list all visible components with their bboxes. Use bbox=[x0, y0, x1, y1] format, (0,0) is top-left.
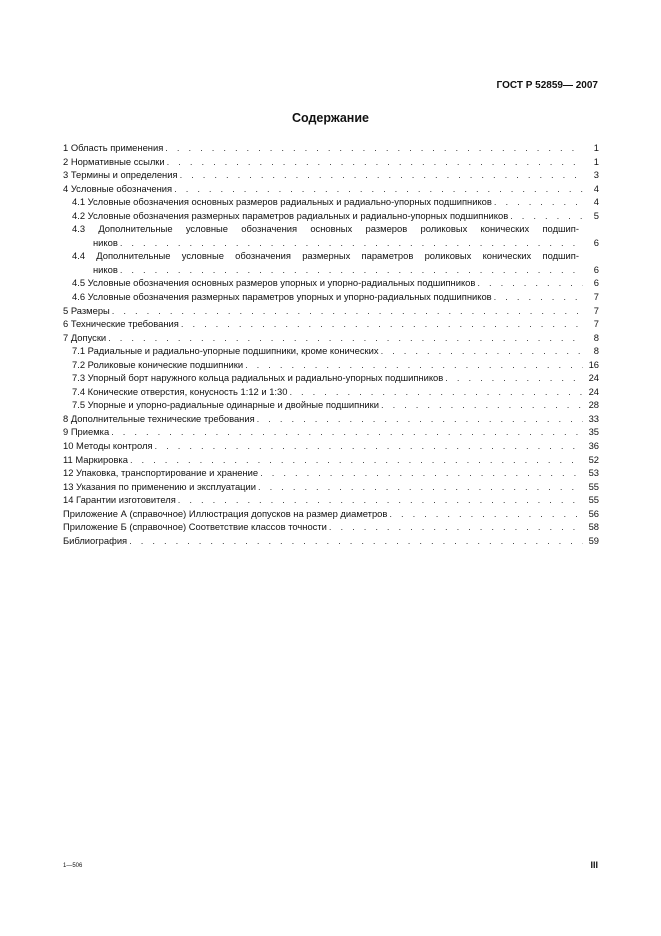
leader-dots bbox=[381, 344, 583, 358]
toc-entry-title: 4.1 Условные обозначения основных размеров радиальных и радиально-упорных подшипников bbox=[72, 196, 492, 208]
toc-entry-title: 3 Термины и определения bbox=[63, 169, 178, 181]
leader-dots bbox=[155, 439, 583, 453]
leader-dots bbox=[167, 155, 583, 169]
toc-entry-title: 1 Область применения bbox=[63, 142, 164, 153]
toc-entry-title: Библиография bbox=[63, 534, 128, 546]
toc-subentry[interactable] bbox=[63, 344, 599, 358]
toc-entry[interactable] bbox=[63, 317, 599, 331]
toc-entry-page: 55 bbox=[588, 494, 599, 506]
leader-dots bbox=[245, 358, 583, 372]
toc-entry-page: 7 bbox=[593, 291, 599, 303]
leader-dots bbox=[329, 520, 583, 534]
leader-dots bbox=[120, 263, 583, 277]
toc-entry-title: 13 Указания по применению и эксплуатации bbox=[63, 480, 257, 492]
page-number: III bbox=[590, 860, 598, 870]
toc-entry-page: 1 bbox=[593, 155, 599, 167]
toc-entry-title: 4.4 Дополнительные условные обозначения размерных параметров роликовых конических подшип- bbox=[72, 250, 579, 262]
toc-subentry[interactable] bbox=[63, 358, 599, 372]
toc-entry-page: 7 bbox=[593, 318, 599, 330]
toc-subentry[interactable] bbox=[63, 195, 599, 209]
toc-entry-title: 7.1 Радиальные и радиально-упорные подшипники, кроме конических bbox=[72, 345, 379, 357]
toc-entry[interactable] bbox=[63, 168, 599, 182]
toc-entry-page: 53 bbox=[588, 467, 599, 479]
toc-entry[interactable] bbox=[63, 141, 599, 155]
toc-entry[interactable] bbox=[63, 439, 599, 453]
leader-dots bbox=[477, 276, 583, 290]
leader-dots bbox=[381, 398, 583, 412]
toc-subentry[interactable] bbox=[63, 385, 599, 399]
toc-subentry[interactable] bbox=[63, 371, 599, 385]
toc-entry-page: 24 bbox=[588, 372, 599, 384]
leader-dots bbox=[174, 182, 583, 196]
toc-entry-page: 6 bbox=[593, 263, 599, 275]
toc-entry[interactable] bbox=[63, 453, 599, 467]
leader-dots bbox=[260, 466, 583, 480]
toc-entry-title: 7.3 Упорный борт наружного кольца радиальных и радиально-упорных подшипников bbox=[72, 372, 444, 384]
toc-entry[interactable] bbox=[63, 507, 599, 521]
toc-subentry[interactable] bbox=[63, 209, 599, 223]
toc-entry-page: 1 bbox=[593, 142, 599, 153]
page-title: Содержание bbox=[291, 111, 369, 125]
toc-entry-page: 24 bbox=[588, 385, 599, 397]
toc-entry-page: 35 bbox=[588, 426, 599, 438]
leader-dots bbox=[181, 317, 583, 331]
leader-dots bbox=[111, 425, 583, 439]
toc-entry-page: 8 bbox=[593, 331, 599, 343]
leader-dots bbox=[389, 507, 583, 521]
toc-entry-title: 6 Технические требования bbox=[63, 318, 179, 330]
toc-entry[interactable] bbox=[63, 155, 599, 169]
leader-dots bbox=[108, 331, 583, 345]
leader-dots bbox=[257, 412, 583, 426]
toc-entry-page: 6 bbox=[593, 277, 599, 289]
table-of-contents bbox=[63, 141, 599, 547]
toc-subentry[interactable] bbox=[63, 398, 599, 412]
toc-entry-title: 5 Размеры bbox=[63, 304, 110, 316]
toc-entry-page: 52 bbox=[588, 453, 599, 465]
toc-entry-page: 7 bbox=[593, 304, 599, 316]
leader-dots bbox=[289, 385, 583, 399]
toc-entry-title: 7.5 Упорные и упорно-радиальные одинарные и двойные подшипники bbox=[72, 399, 379, 411]
leader-dots bbox=[494, 290, 583, 304]
toc-entry-title: 14 Гарантии изготовителя bbox=[63, 494, 176, 506]
toc-entry-title: Приложение А (справочное) Иллюстрация допусков на размер диаметров bbox=[63, 507, 388, 519]
toc-entry-title: 4.3 Дополнительные условные обозначения основных размеров роликовых конических подшип- bbox=[72, 223, 579, 235]
toc-entry-page: 36 bbox=[588, 440, 599, 452]
toc-entry-title: 4.2 Условные обозначения размерных параметров радиальных и радиально-упорных подшипников bbox=[72, 209, 509, 221]
leader-dots bbox=[129, 534, 583, 548]
leader-dots bbox=[178, 493, 583, 507]
toc-entry-page: 28 bbox=[588, 399, 599, 411]
toc-entry-page: 8 bbox=[593, 345, 599, 357]
toc-entry-page: 33 bbox=[588, 412, 599, 424]
toc-entry-page: 58 bbox=[588, 521, 599, 533]
toc-subentry[interactable] bbox=[63, 249, 599, 276]
toc-entry-title: 2 Нормативные ссылки bbox=[63, 155, 165, 167]
standard-number: ГОСТ Р 52859— 2007 bbox=[496, 80, 598, 91]
leader-dots bbox=[165, 141, 583, 155]
toc-entry[interactable] bbox=[63, 493, 599, 507]
leader-dots bbox=[445, 371, 583, 385]
leader-dots bbox=[130, 453, 583, 467]
toc-entry[interactable] bbox=[63, 466, 599, 480]
toc-entry[interactable] bbox=[63, 304, 599, 318]
toc-entry-page: 6 bbox=[593, 236, 599, 248]
toc-entry[interactable] bbox=[63, 480, 599, 494]
toc-entry-title: 7 Допуски bbox=[63, 331, 107, 343]
toc-subentry[interactable] bbox=[63, 276, 599, 290]
toc-subentry[interactable] bbox=[63, 222, 599, 249]
print-code: 1—506 bbox=[63, 863, 83, 869]
toc-entry-title: 10 Методы контроля bbox=[63, 440, 153, 452]
toc-entry-title: 4.5 Условные обозначения основных размеров упорных и упорно-радиальных подшипников bbox=[72, 277, 476, 289]
toc-entry-page: 55 bbox=[588, 480, 599, 492]
toc-entry-page: 56 bbox=[588, 507, 599, 519]
toc-entry[interactable] bbox=[63, 331, 599, 345]
toc-entry-page: 4 bbox=[593, 196, 599, 208]
toc-entry[interactable] bbox=[63, 534, 599, 548]
leader-dots bbox=[180, 168, 583, 182]
toc-entry-title: 12 Упаковка, транспортирование и хранение bbox=[63, 467, 259, 479]
toc-subentry[interactable] bbox=[63, 290, 599, 304]
leader-dots bbox=[494, 195, 583, 209]
toc-entry-title: 4.6 Условные обозначения размерных параметров упорных и упорно-радиальных подшипников bbox=[72, 291, 492, 303]
toc-entry-title: 9 Приемка bbox=[63, 426, 110, 438]
toc-entry[interactable] bbox=[63, 425, 599, 439]
leader-dots bbox=[258, 480, 583, 494]
toc-entry-title: Приложение Б (справочное) Соответствие классов точности bbox=[63, 521, 327, 533]
toc-entry-page: 3 bbox=[593, 169, 599, 181]
toc-entry[interactable] bbox=[63, 182, 599, 196]
toc-entry-title: 8 Дополнительные технические требования bbox=[63, 412, 255, 424]
toc-entry-title: 4 Условные обозначения bbox=[63, 182, 173, 194]
toc-entry[interactable] bbox=[63, 520, 599, 534]
toc-entry-title: 7.4 Конические отверстия, конусность 1:12 и 1:30 bbox=[72, 385, 288, 397]
toc-entry-title: 11 Маркировка bbox=[63, 453, 128, 465]
toc-entry-page: 59 bbox=[588, 534, 599, 546]
leader-dots bbox=[510, 209, 583, 223]
toc-entry-title-continued: ников bbox=[93, 236, 118, 248]
toc-entry[interactable] bbox=[63, 412, 599, 426]
leader-dots bbox=[120, 236, 583, 250]
toc-entry-title-continued: ников bbox=[93, 263, 118, 275]
toc-entry-title: 7.2 Роликовые конические подшипники bbox=[72, 358, 244, 370]
toc-entry-page: 4 bbox=[593, 182, 599, 194]
leader-dots bbox=[112, 304, 583, 318]
toc-entry-page: 5 bbox=[593, 209, 599, 221]
toc-entry-page: 16 bbox=[588, 358, 599, 370]
